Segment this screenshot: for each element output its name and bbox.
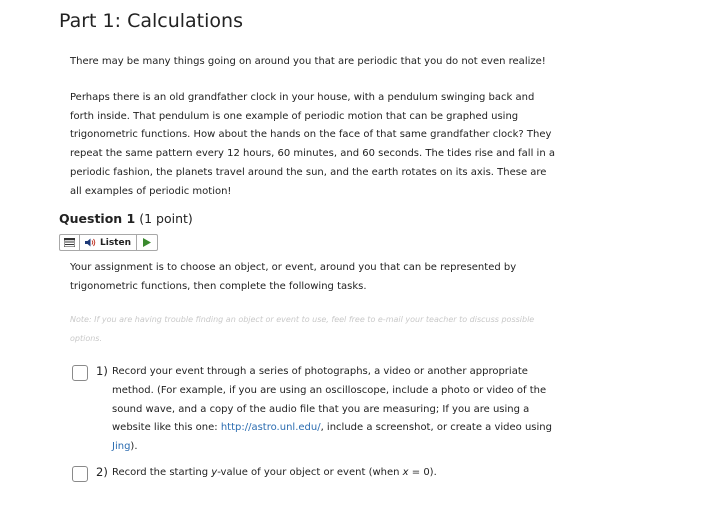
task-item-1 [72,364,552,457]
listen-menu-button[interactable] [60,235,80,250]
task-1-text-mid: , include a screenshot, or create a video using [320,422,552,434]
astro-link[interactable]: http://astro.unl.edu/ [220,422,321,434]
listen-label: Listen [100,237,131,248]
listen-toolbar [59,234,158,251]
task-2-number: 2) [96,465,108,479]
intro-paragraph-1: There may be many things going on around you that are periodic that you do not even realize! [70,56,546,67]
menu-icon [64,238,75,247]
task-2-text-a: Record the starting [112,467,212,478]
listen-play-button[interactable] [137,235,157,250]
task-1-checkbox[interactable] [72,365,88,381]
part-title: Part 1: Calculations [59,10,243,32]
task-2-var-x: x [402,467,409,478]
task-2-checkbox[interactable] [72,466,88,482]
task-2-text [112,464,552,483]
task-1-text-before: Record your event through a series of photographs, a video or another appropriate method. (For example, if you are using an oscilloscope, include a photo or video of the sound wave, and a copy of the audio file that you are measuring; If you are using a website like this one: [112,366,547,434]
task-1-text [112,363,552,457]
question-points: (1 point) [139,211,193,226]
play-icon [143,238,151,247]
task-2-var-y: y [211,467,218,478]
task-1-text-after: ). [130,441,138,453]
task-2-text-b: -value of your object or event (when [217,467,403,478]
speaker-icon [85,238,97,247]
listen-button[interactable] [80,235,137,250]
task-2-text-c: = 0). [408,467,437,478]
jing-link[interactable]: Jing [112,441,131,453]
intro-paragraph-2: Perhaps there is an old grandfather clock in your house, with a pendulum swinging back and forth inside. That pendulum is one example of periodic motion that can be graphed using trigonometric functions. How about the hands on the face of that same grandfather clock? They repeat the same pattern every 12 hours, 60 minutes, and 60 seconds. The tides rise and fall in a periodic fashion, the planets travel around the sun, and the earth rotates on its axis. These are all examples of periodic motion! [70,91,555,197]
intro-text [70,53,555,219]
question-label: Question 1 [59,211,136,226]
assignment-text: Your assignment is to choose an object, or event, around you that can be represented by trigonometric functions, then complete the following tasks. [70,262,517,292]
task-1-number: 1) [96,364,108,378]
question-heading [59,211,193,226]
note-text: Note: If you are having trouble finding an object or event to use, feel free to e-mail your teacher to discuss possible options. [70,315,535,343]
task-item-2 [72,465,552,483]
